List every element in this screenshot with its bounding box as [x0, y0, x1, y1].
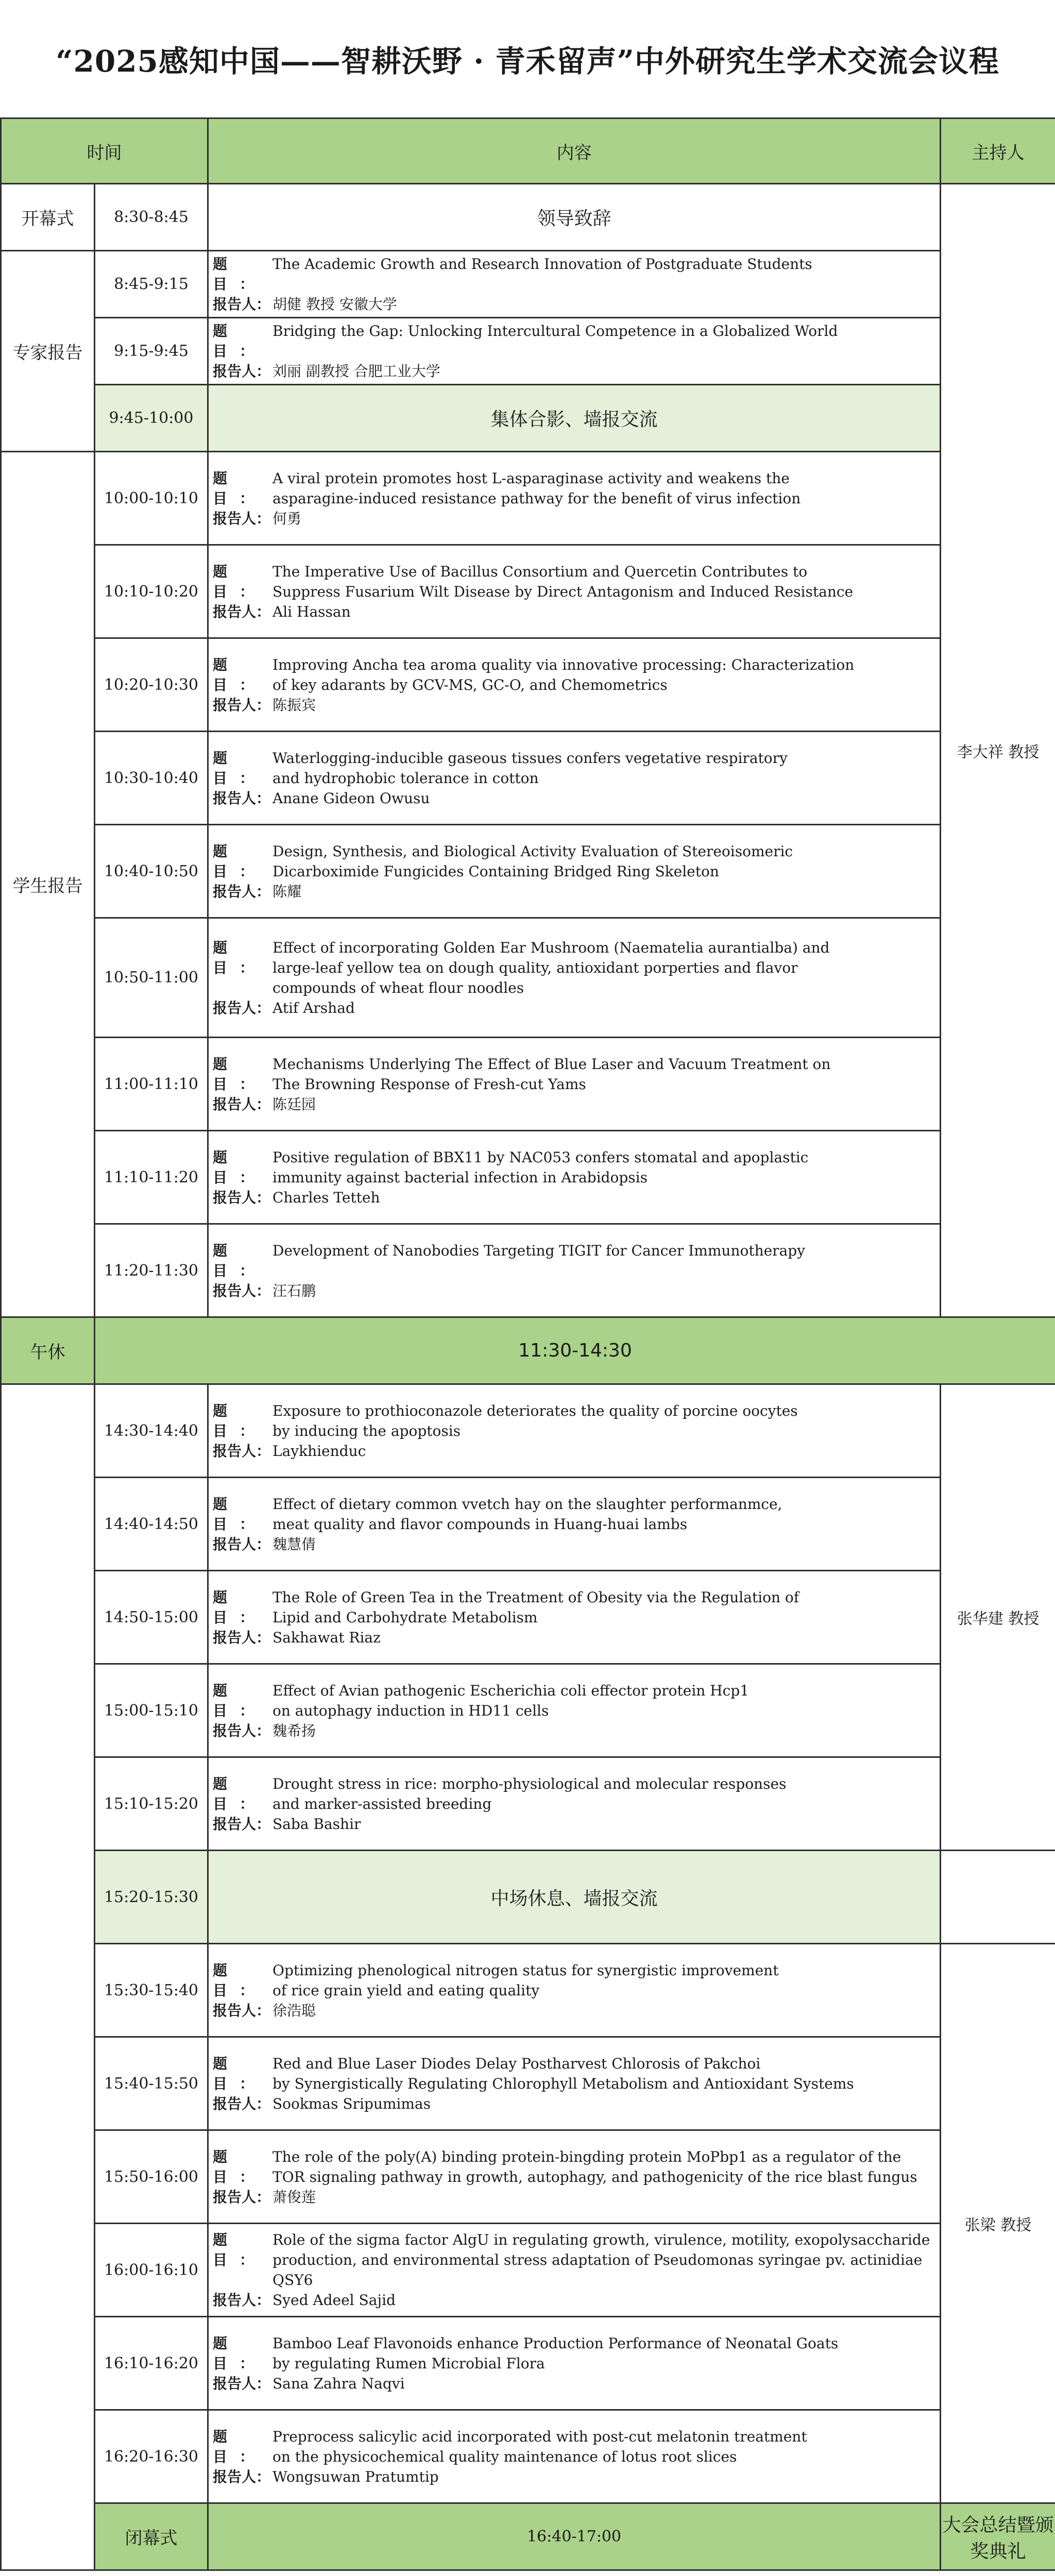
talk-details [208, 2037, 941, 2130]
afternoon1-host: 张华建 教授 [941, 1384, 1055, 1851]
topic-label: 题目： [213, 2055, 267, 2092]
talk-title: Effect of incorporating Golden Ear Mushroom (Naematelia aurantialba) and large-leaf yellow tea on dough quality, antioxidant porperties and flavor compounds of wheat flour noodles [273, 939, 830, 996]
talk-time: 10:30-10:40 [95, 732, 208, 825]
afternoon-talk-row [1, 1944, 1055, 2037]
expert-talk-row [1, 251, 1055, 318]
talk-speaker: 徐浩聪 [273, 2002, 316, 2019]
student-host: 李大祥 教授 [941, 184, 1055, 1317]
talk-time: 14:50-15:00 [95, 1571, 208, 1664]
talk-time: 16:10-16:20 [95, 2317, 208, 2410]
talk-speaker: Sookmas Sripumimas [273, 2095, 431, 2112]
student-talk-row [1, 732, 1055, 825]
talk-title: Bridging the Gap: Unlocking Intercultural Competence in a Globalized World [273, 323, 838, 340]
afternoon-talk-row [1, 1478, 1055, 1571]
opening-content: 领导致辞 [208, 184, 941, 251]
talk-time: 10:00-10:10 [95, 452, 208, 545]
talk-speaker: 汪石鹏 [273, 1282, 316, 1299]
speaker-label: 报告人： [213, 2095, 271, 2112]
speaker-label: 报告人： [213, 883, 271, 900]
talk-title: Drought stress in rice: morpho-physiological and molecular responses and marker-assisted breeding [273, 1775, 787, 1812]
topic-label: 题目： [213, 842, 267, 880]
topic-label: 题目： [213, 1588, 267, 1626]
talk-speaker: 魏慧倩 [273, 1535, 316, 1553]
talk-details [208, 1038, 941, 1131]
talk-speaker: 陈耀 [273, 883, 302, 900]
speaker-label: 报告人： [213, 1282, 271, 1299]
talk-title: The role of the poly(A) binding protein-bingding protein MoPbp1 as a regulator of the TOR signaling pathway in growth, autophagy, and pathogenicity of the rice blast fungus [273, 2148, 917, 2185]
talk-details [208, 251, 941, 318]
talk-title: Waterlogging-inducible gaseous tissues confers vegetative respiratory and hydrophobic tolerance in cotton [273, 749, 788, 787]
topic-label: 题目： [213, 2428, 267, 2465]
speaker-label: 报告人： [213, 1722, 271, 1739]
afternoon-talk-row [1, 2317, 1055, 2410]
afternoon-talk-row [1, 2410, 1055, 2503]
speaker-label: 报告人： [213, 1189, 271, 1206]
talk-details [208, 1757, 941, 1851]
talk-title: Red and Blue Laser Diodes Delay Postharvest Chlorosis of Pakchoi by Synergistically Regulating Chlorophyll Metabolism and Antioxidant Systems [273, 2055, 854, 2092]
opening-row [1, 184, 1055, 251]
lunch-row [1, 1317, 1055, 1384]
lunch-section: 午休 [1, 1317, 95, 1384]
talk-time: 16:00-16:10 [95, 2224, 208, 2317]
afternoon-talk-row [1, 2130, 1055, 2224]
talk-time: 10:50-11:00 [95, 918, 208, 1038]
talk-details [208, 545, 941, 638]
talk-time: 8:45-9:15 [95, 251, 208, 318]
talk-speaker: 何勇 [273, 510, 302, 527]
topic-label: 题目： [213, 1961, 267, 1999]
talk-details [208, 2224, 941, 2317]
talk-details [208, 318, 941, 385]
talk-details [208, 1224, 941, 1317]
topic-label: 题目： [213, 1148, 267, 1186]
talk-title: Design, Synthesis, and Biological Activity Evaluation of Stereoisomeric Dicarboximide Fungicides Containing Bridged Ring Skeleton [273, 842, 793, 880]
student-talk-row [1, 638, 1055, 732]
student-talk-row [1, 545, 1055, 638]
break-content: 中场休息、墙报交流 [208, 1851, 941, 1944]
host-empty-cell [941, 1851, 1055, 1944]
closing-content: 大会总结暨颁奖典礼 [941, 2503, 1055, 2570]
talk-speaker: Syed Adeel Sajid [273, 2292, 396, 2309]
break-time: 15:20-15:30 [95, 1851, 208, 1944]
topic-label: 题目： [213, 1775, 267, 1812]
student-section: 学生报告 [1, 452, 95, 1317]
talk-title: Role of the sigma factor AlgU in regulating growth, virulence, motility, exopolysaccharide production, and environmental stress adaptation of Pseudomonas syringae pv. actinidiae QSY6 [273, 2231, 930, 2289]
topic-label: 题目： [213, 563, 267, 600]
speaker-label: 报告人： [213, 696, 271, 714]
afternoon-section [1, 1384, 95, 2570]
student-talk-row [1, 1131, 1055, 1224]
talk-time: 10:10-10:20 [95, 545, 208, 638]
talk-details [208, 825, 941, 918]
speaker-label: 报告人： [213, 363, 271, 380]
talk-time: 14:30-14:40 [95, 1384, 208, 1478]
talk-time: 15:10-15:20 [95, 1757, 208, 1851]
topic-label: 题目： [213, 323, 267, 360]
talk-title: Exposure to prothioconazole deteriorates the quality of porcine oocytes by inducing the apoptosis [273, 1402, 798, 1439]
break-content: 集体合影、墙报交流 [208, 385, 941, 452]
speaker-label: 报告人： [213, 789, 271, 807]
talk-title: The Academic Growth and Research Innovation of Postgraduate Students [273, 256, 812, 273]
talk-title: The Imperative Use of Bacillus Consortium and Quercetin Contributes to Suppress Fusarium Wilt Disease by Direct Antagonism and Induced Resistance [273, 563, 854, 600]
topic-label: 题目： [213, 939, 267, 976]
host-column-header: 主持人 [941, 118, 1055, 184]
talk-speaker: 萧俊莲 [273, 2188, 316, 2206]
talk-title: Effect of dietary common vvetch hay on the slaughter performanmce, meat quality and flavor compounds in Huang-huai lambs [273, 1495, 782, 1533]
talk-time: 16:20-16:30 [95, 2410, 208, 2503]
talk-speaker: Wongsuwan Pratumtip [273, 2468, 439, 2485]
lunch-time: 11:30-14:30 [95, 1317, 1055, 1384]
afternoon2-host: 张梁 教授 [941, 1944, 1055, 2503]
break-time: 9:45-10:00 [95, 385, 208, 452]
talk-title: Preprocess salicylic acid incorporated with post-cut melatonin treatment on the physicochemical quality maintenance of lotus root slices [273, 2428, 807, 2465]
talk-speaker: 胡健 教授 安徽大学 [273, 296, 397, 313]
expert-section: 专家报告 [1, 251, 95, 452]
talk-speaker: Ali Hassan [273, 603, 351, 620]
table-header-row [1, 118, 1055, 184]
speaker-label: 报告人： [213, 1442, 271, 1460]
talk-time: 10:40-10:50 [95, 825, 208, 918]
talk-speaker: 陈振宾 [273, 696, 316, 714]
talk-title: Mechanisms Underlying The Effect of Blue Laser and Vacuum Treatment on The Browning Response of Fresh-cut Yams [273, 1055, 831, 1093]
topic-label: 题目： [213, 749, 267, 787]
break-row [1, 1851, 1055, 1944]
talk-time: 15:30-15:40 [95, 1944, 208, 2037]
talk-details [208, 452, 941, 545]
talk-details [208, 1571, 941, 1664]
talk-time: 11:00-11:10 [95, 1038, 208, 1131]
talk-details [208, 2317, 941, 2410]
talk-title: Bamboo Leaf Flavonoids enhance Production Performance of Neonatal Goats by regulating Rumen Microbial Flora [273, 2334, 839, 2372]
speaker-label: 报告人： [213, 2468, 271, 2485]
topic-label: 题目： [213, 256, 267, 293]
talk-speaker: Charles Tetteh [273, 1189, 380, 1206]
talk-speaker: Anane Gideon Owusu [273, 789, 430, 807]
page-title: “2025感知中国——智耕沃野 · 青禾留声”中外研究生学术交流会议程 [56, 44, 999, 79]
time-column-header: 时间 [1, 118, 208, 184]
talk-details [208, 2130, 941, 2224]
student-talk-row [1, 1224, 1055, 1317]
talk-time: 11:20-11:30 [95, 1224, 208, 1317]
topic-label: 题目： [213, 2334, 267, 2372]
talk-speaker: 刘丽 副教授 合肥工业大学 [273, 363, 440, 380]
topic-label: 题目： [213, 1242, 267, 1279]
talk-details [208, 1384, 941, 1478]
speaker-label: 报告人： [213, 1815, 271, 1833]
speaker-label: 报告人： [213, 510, 271, 527]
talk-title: Improving Ancha tea aroma quality via innovative processing: Characterization of key adarants by GCV-MS, GC-O, and Chemometrics [273, 656, 855, 693]
speaker-label: 报告人： [213, 2002, 271, 2019]
afternoon-talk-row [1, 1384, 1055, 1478]
talk-time: 15:00-15:10 [95, 1664, 208, 1757]
talk-speaker: Laykhienduc [273, 1442, 366, 1460]
speaker-label: 报告人： [213, 1629, 271, 1646]
topic-label: 题目： [213, 1055, 267, 1093]
talk-details [208, 1478, 941, 1571]
topic-label: 题目： [213, 469, 267, 507]
topic-label: 题目： [213, 2148, 267, 2185]
topic-label: 题目： [213, 1682, 267, 1719]
topic-label: 题目： [213, 656, 267, 693]
speaker-label: 报告人： [213, 2375, 271, 2392]
closing-section: 闭幕式 [95, 2503, 208, 2570]
talk-time: 10:20-10:30 [95, 638, 208, 732]
speaker-label: 报告人： [213, 603, 271, 620]
talk-speaker: Sana Zahra Naqvi [273, 2375, 405, 2392]
speaker-label: 报告人： [213, 999, 271, 1016]
student-talk-row [1, 1038, 1055, 1131]
opening-time: 8:30-8:45 [95, 184, 208, 251]
talk-title: The Role of Green Tea in the Treatment of Obesity via the Regulation of Lipid and Carbohydrate Metabolism [273, 1588, 799, 1626]
content-column-header: 内容 [208, 118, 941, 184]
agenda-table [0, 117, 1055, 2571]
talk-details [208, 1944, 941, 2037]
talk-title: Effect of Avian pathogenic Escherichia coli effector protein Hcp1 on autophagy induction in HD11 cells [273, 1682, 750, 1719]
talk-title: Positive regulation of BBX11 by NAC053 confers stomatal and apoplastic immunity against bacterial infection in Arabidopsis [273, 1148, 809, 1186]
afternoon-talk-row [1, 1664, 1055, 1757]
talk-details [208, 638, 941, 732]
topic-label: 题目： [213, 1495, 267, 1533]
talk-time: 15:50-16:00 [95, 2130, 208, 2224]
closing-row [1, 2503, 1055, 2570]
topic-label: 题目： [213, 1402, 267, 1439]
break-row [1, 385, 1055, 452]
expert-talk-row [1, 318, 1055, 385]
opening-section: 开幕式 [1, 184, 95, 251]
afternoon-talk-row [1, 1571, 1055, 1664]
talk-time: 9:15-9:45 [95, 318, 208, 385]
speaker-label: 报告人： [213, 296, 271, 313]
student-talk-row [1, 452, 1055, 545]
talk-speaker: Saba Bashir [273, 1815, 361, 1833]
talk-details [208, 1664, 941, 1757]
talk-speaker: Atif Arshad [273, 999, 355, 1016]
afternoon-talk-row [1, 2224, 1055, 2317]
afternoon-talk-row [1, 1757, 1055, 1851]
student-talk-row [1, 918, 1055, 1038]
talk-speaker: 魏希扬 [273, 1722, 316, 1739]
speaker-label: 报告人： [213, 2188, 271, 2206]
talk-details [208, 2410, 941, 2503]
talk-time: 15:40-15:50 [95, 2037, 208, 2130]
talk-title: Optimizing phenological nitrogen status for synergistic improvement of rice grain yield and eating quality [273, 1961, 779, 1999]
topic-label: 题目： [213, 2231, 267, 2268]
speaker-label: 报告人： [213, 1095, 271, 1113]
talk-speaker: Sakhawat Riaz [273, 1629, 381, 1646]
talk-details [208, 732, 941, 825]
talk-title: Development of Nanobodies Targeting TIGIT for Cancer Immunotherapy [273, 1242, 805, 1259]
talk-details [208, 918, 941, 1038]
speaker-label: 报告人： [213, 2292, 271, 2309]
closing-time: 16:40-17:00 [208, 2503, 941, 2570]
talk-speaker: 陈廷园 [273, 1095, 316, 1113]
talk-time: 14:40-14:50 [95, 1478, 208, 1571]
talk-time: 11:10-11:20 [95, 1131, 208, 1224]
speaker-label: 报告人： [213, 1535, 271, 1553]
student-talk-row [1, 825, 1055, 918]
talk-details [208, 1131, 941, 1224]
afternoon-talk-row [1, 2037, 1055, 2130]
talk-title: A viral protein promotes host L-asparaginase activity and weakens the asparagine-induced resistance pathway for the benefit of virus infection [273, 469, 801, 507]
